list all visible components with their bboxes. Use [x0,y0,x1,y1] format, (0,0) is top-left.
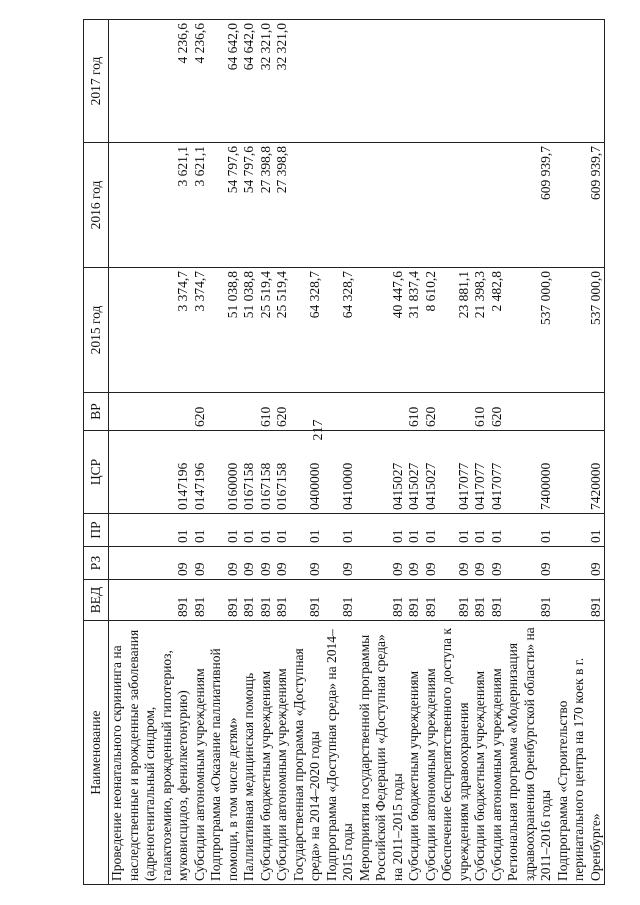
cell-pr: 01 [439,514,472,547]
cell-rz: 09 [472,547,489,580]
table-row [505,20,555,885]
cell-ved: 891 [208,580,241,621]
cell-2015: 64 328,7 [291,268,324,393]
cell-2017 [489,20,506,143]
cell-2016: 609 939,7 [505,143,555,268]
cell-rz: 09 [274,547,291,580]
cell-ved: 891 [258,580,275,621]
cell-name: Государственная программа «Доступная среда» на 2014–2020 годы [291,621,324,885]
cell-pr: 01 [357,514,407,547]
cell-2016: 27 398,8 [274,143,291,268]
cell-2016 [472,143,489,268]
table-row [291,20,324,885]
cell-rz: 09 [357,547,407,580]
cell-2015: 25 519,4 [258,268,275,393]
cell-vr [208,393,241,431]
table-row [109,20,192,885]
cell-2017: 64 642,0 [241,20,258,143]
cell-vr [241,393,258,431]
cell-csr: 7420000 [555,431,605,514]
cell-2017 [324,20,357,143]
cell-ved: 891 [505,580,555,621]
cell-csr: 0417077 [472,431,489,514]
cell-pr: 01 [274,514,291,547]
cell-2015: 25 519,4 [274,268,291,393]
header-vr: ВР [84,393,109,431]
table-row [208,20,241,885]
cell-rz: 09 [555,547,605,580]
cell-ved: 891 [274,580,291,621]
cell-csr: 0167158 [274,431,291,514]
cell-2015: 537 000,0 [555,268,605,393]
cell-pr: 01 [208,514,241,547]
table-row [192,20,209,885]
cell-vr [109,393,192,431]
table-row [489,20,506,885]
cell-csr: 7400000 [505,431,555,514]
table-row [357,20,407,885]
cell-2015: 51 038,8 [241,268,258,393]
cell-name: Субсидии автономным учреждениям [274,621,291,885]
cell-vr: 610 [258,393,275,431]
cell-2017 [357,20,407,143]
cell-2015: 40 447,6 [357,268,407,393]
cell-2015: 8 610,2 [423,268,440,393]
cell-ved: 891 [439,580,472,621]
cell-2016 [357,143,407,268]
cell-pr: 01 [109,514,192,547]
cell-csr: 0167158 [241,431,258,514]
cell-vr: 610 [472,393,489,431]
cell-rz: 09 [109,547,192,580]
cell-2017 [291,20,324,143]
cell-csr: 0147196 [192,431,209,514]
cell-2015: 537 000,0 [505,268,555,393]
cell-2016 [489,143,506,268]
cell-rz: 09 [505,547,555,580]
cell-name: Субсидии автономным учреждениям [489,621,506,885]
cell-vr: 620 [274,393,291,431]
cell-vr: 620 [192,393,209,431]
cell-name: Подпрограмма «Оказание паллиативной помощи, в том числе детям» [208,621,241,885]
cell-2015: 64 328,7 [324,268,357,393]
cell-rz: 09 [489,547,506,580]
cell-2017 [406,20,423,143]
table-row [472,20,489,885]
header-ved: ВЕД [84,580,109,621]
cell-vr [555,393,605,431]
cell-vr [324,393,357,431]
rotated-page-content [83,20,603,885]
cell-ved: 891 [192,580,209,621]
cell-csr: 0147196 [109,431,192,514]
cell-vr [291,393,324,431]
cell-2017 [439,20,472,143]
cell-vr: 620 [423,393,440,431]
cell-csr: 0400000 [291,431,324,514]
table-row [241,20,258,885]
cell-pr: 01 [324,514,357,547]
cell-pr: 01 [241,514,258,547]
cell-2017: 4 236,6 [192,20,209,143]
cell-csr: 0415027 [423,431,440,514]
cell-2016 [324,143,357,268]
cell-2017 [472,20,489,143]
table-row [258,20,275,885]
cell-2016: 3 621,1 [109,143,192,268]
cell-ved: 891 [291,580,324,621]
table-row [555,20,605,885]
cell-pr: 01 [555,514,605,547]
cell-pr: 01 [291,514,324,547]
cell-pr: 01 [489,514,506,547]
cell-2015: 3 374,7 [192,268,209,393]
cell-2016: 27 398,8 [258,143,275,268]
cell-csr: 0160000 [208,431,241,514]
cell-2015: 31 837,4 [406,268,423,393]
cell-ved: 891 [472,580,489,621]
cell-rz: 09 [439,547,472,580]
cell-csr: 0417077 [489,431,506,514]
cell-ved: 891 [357,580,407,621]
cell-ved: 891 [109,580,192,621]
cell-rz: 09 [423,547,440,580]
cell-csr: 0167158 [258,431,275,514]
table-body [109,20,605,885]
cell-name: Субсидии автономным учреждениям [423,621,440,885]
cell-rz: 09 [291,547,324,580]
cell-vr: 610 [406,393,423,431]
table-row [406,20,423,885]
cell-name: Подпрограмма «Доступная среда» на 2014–2015 годы [324,621,357,885]
cell-2017: 32 321,0 [258,20,275,143]
cell-pr: 01 [472,514,489,547]
cell-ved: 891 [324,580,357,621]
cell-name: Субсидии бюджетным учреждениям [406,621,423,885]
cell-ved: 891 [406,580,423,621]
cell-2017: 4 236,6 [109,20,192,143]
header-pr: ПР [84,514,109,547]
cell-name: Паллиативная медицинская помощь [241,621,258,885]
cell-vr [357,393,407,431]
cell-name: Проведение неонатального скрининга на наследственные и врожденные заболевания (адреногенитальный синдром, галактоземию, врожденный гипотериоз, муковисцидоз, фенилкетонурию) [109,621,192,885]
cell-name: Обеспечение беспрепятственного доступа к учреждениям здравоохранения [439,621,472,885]
table-row [439,20,472,885]
cell-2017: 64 642,0 [208,20,241,143]
cell-rz: 09 [258,547,275,580]
budget-table [83,19,605,885]
cell-name: Субсидии бюджетным учреждениям [258,621,275,885]
cell-csr: 0415027 [357,431,407,514]
cell-2016 [423,143,440,268]
table-row [324,20,357,885]
cell-ved: 891 [423,580,440,621]
cell-ved: 891 [555,580,605,621]
cell-2015: 2 482,8 [489,268,506,393]
cell-2017 [505,20,555,143]
cell-name: Региональная программа «Модернизация здравоохранения Оренбургской области» на 2011–2016 годы [505,621,555,885]
cell-2015: 23 881,1 [439,268,472,393]
cell-name: Субсидии бюджетным учреждениям [472,621,489,885]
cell-name: Мероприятия государственной программы Российской Федерации «Доступная среда» на 2011–2015 годы [357,621,407,885]
cell-2016 [439,143,472,268]
cell-vr [439,393,472,431]
cell-pr: 01 [423,514,440,547]
cell-2016: 54 797,6 [208,143,241,268]
cell-2016: 54 797,6 [241,143,258,268]
header-name: Наименование [84,621,109,885]
table-row [274,20,291,885]
cell-2016: 609 939,7 [555,143,605,268]
cell-rz: 09 [241,547,258,580]
cell-rz: 09 [192,547,209,580]
table-row [423,20,440,885]
cell-2015: 51 038,8 [208,268,241,393]
cell-csr: 0417077 [439,431,472,514]
cell-pr: 01 [258,514,275,547]
cell-ved: 891 [489,580,506,621]
header-rz: РЗ [84,547,109,580]
cell-2016: 3 621,1 [192,143,209,268]
table-header-row [84,20,109,885]
cell-vr [505,393,555,431]
cell-2016 [291,143,324,268]
header-2016: 2016 год [84,143,109,268]
header-2017: 2017 год [84,20,109,143]
cell-pr: 01 [505,514,555,547]
cell-2017 [423,20,440,143]
cell-2017 [555,20,605,143]
cell-csr: 0410000 [324,431,357,514]
cell-vr: 620 [489,393,506,431]
cell-rz: 09 [406,547,423,580]
cell-pr: 01 [406,514,423,547]
cell-2017: 32 321,0 [274,20,291,143]
header-csr: ЦСР [84,431,109,514]
header-2015: 2015 год [84,268,109,393]
page-number: 217 [311,419,326,441]
cell-2015: 21 398,3 [472,268,489,393]
cell-rz: 09 [208,547,241,580]
cell-name: Субсидии автономным учреждениям [192,621,209,885]
cell-name: Подпрограмма «Строительство перинатального центра на 170 коек в г. Оренбурге» [555,621,605,885]
cell-csr: 0415027 [406,431,423,514]
cell-2016 [406,143,423,268]
cell-2015: 3 374,7 [109,268,192,393]
cell-pr: 01 [192,514,209,547]
cell-ved: 891 [241,580,258,621]
cell-rz: 09 [324,547,357,580]
